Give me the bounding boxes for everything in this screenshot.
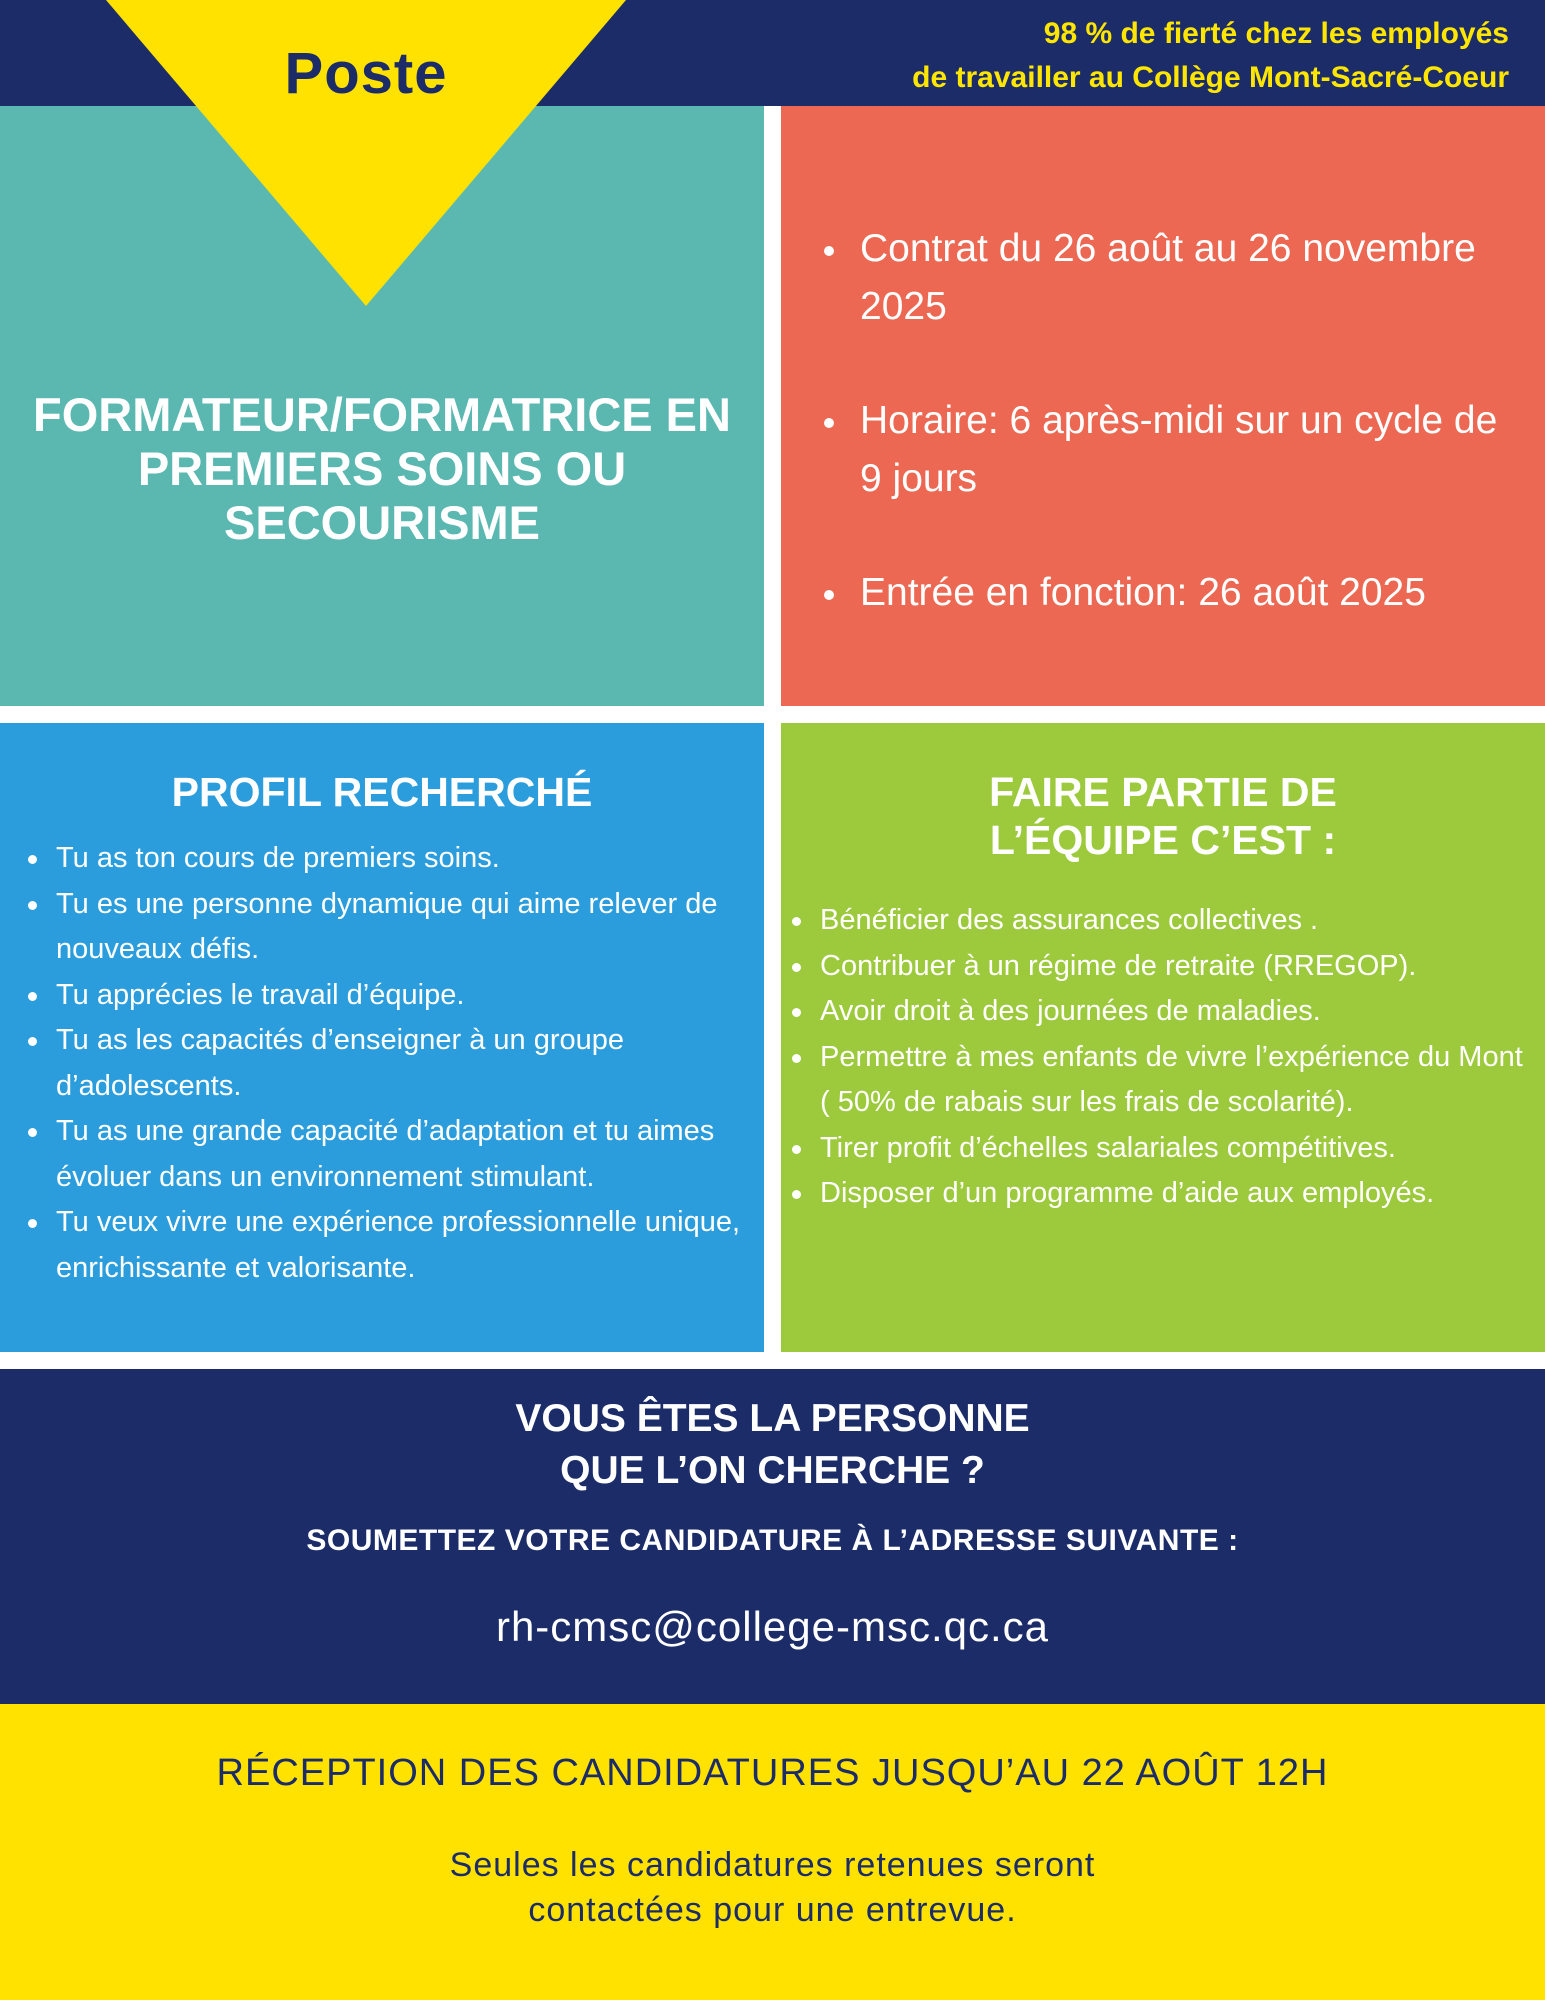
- job-title: FORMATEUR/FORMATRICE EN PREMIERS SOINS OU SECOURISME: [33, 388, 731, 549]
- benefit-item: Bénéficier des assurances collectives .: [790, 898, 1530, 944]
- profile-item: Tu es une personne dynamique qui aime relever de nouveaux défis.: [26, 882, 746, 973]
- deadline-text: RÉCEPTION DES CANDIDATURES JUSQU’AU 22 AOÛT 12H: [216, 1752, 1329, 1794]
- apply-heading: [0, 1393, 1545, 1497]
- tagline-line-2: de travailler au Collège Mont-Sacré-Coeur: [912, 61, 1509, 94]
- note-line-1: Seules les candidatures retenues seront: [449, 1846, 1096, 1884]
- pride-tagline: [689, 12, 1509, 100]
- profile-item: Tu as les capacités d’enseigner à un groupe d’adolescents.: [26, 1018, 746, 1109]
- profile-item: Tu veux vivre une expérience professionnelle unique, enrichissante et valorisante.: [26, 1200, 746, 1291]
- application-email-link[interactable]: rh-cmsc@college-msc.qc.ca: [495, 1603, 1050, 1650]
- benefit-item: Permettre à mes enfants de vivre l’expérience du Mont ( 50% de rabais sur les frais de scolarité).: [790, 1035, 1530, 1126]
- poste-label: Poste: [284, 41, 448, 106]
- benefit-item: Avoir droit à des journées de maladies.: [790, 989, 1530, 1035]
- apply-heading-line-1: VOUS ÊTES LA PERSONNE: [515, 1397, 1030, 1440]
- benefits-heading-line-2: L’ÉQUIPE C’EST :: [989, 817, 1337, 863]
- profile-list: [26, 836, 746, 1291]
- profile-heading: PROFIL RECHERCHÉ: [171, 769, 593, 815]
- profile-item: Tu as une grande capacité d’adaptation et tu aimes évoluer dans un environnement stimulant.: [26, 1109, 746, 1200]
- detail-schedule: Horaire: 6 après-midi sur un cycle de 9 jours: [820, 392, 1520, 508]
- apply-heading-line-2: QUE L’ON CHERCHE ?: [560, 1449, 985, 1492]
- benefit-item: Contribuer à un régime de retraite (RREGOP).: [790, 944, 1530, 990]
- profile-item: Tu apprécies le travail d’équipe.: [26, 973, 746, 1019]
- benefits-list: [790, 898, 1530, 1217]
- selection-note: [0, 1843, 1545, 1933]
- profile-item: Tu as ton cours de premiers soins.: [26, 836, 746, 882]
- benefit-item: Disposer d’un programme d’aide aux employés.: [790, 1171, 1530, 1217]
- apply-instruction: SOUMETTEZ VOTRE CANDIDATURE À L’ADRESSE SUIVANTE :: [306, 1524, 1239, 1557]
- detail-contract: Contrat du 26 août au 26 novembre 2025: [820, 220, 1520, 336]
- benefit-item: Tirer profit d’échelles salariales compétitives.: [790, 1126, 1530, 1172]
- tagline-line-1: 98 % de fierté chez les employés: [1043, 17, 1509, 50]
- note-line-2: contactées pour une entrevue.: [528, 1891, 1017, 1929]
- benefits-heading-line-1: FAIRE PARTIE DE: [989, 769, 1337, 815]
- job-details-list: [820, 220, 1520, 678]
- benefits-heading: [781, 768, 1545, 864]
- detail-start-date: Entrée en fonction: 26 août 2025: [820, 564, 1520, 622]
